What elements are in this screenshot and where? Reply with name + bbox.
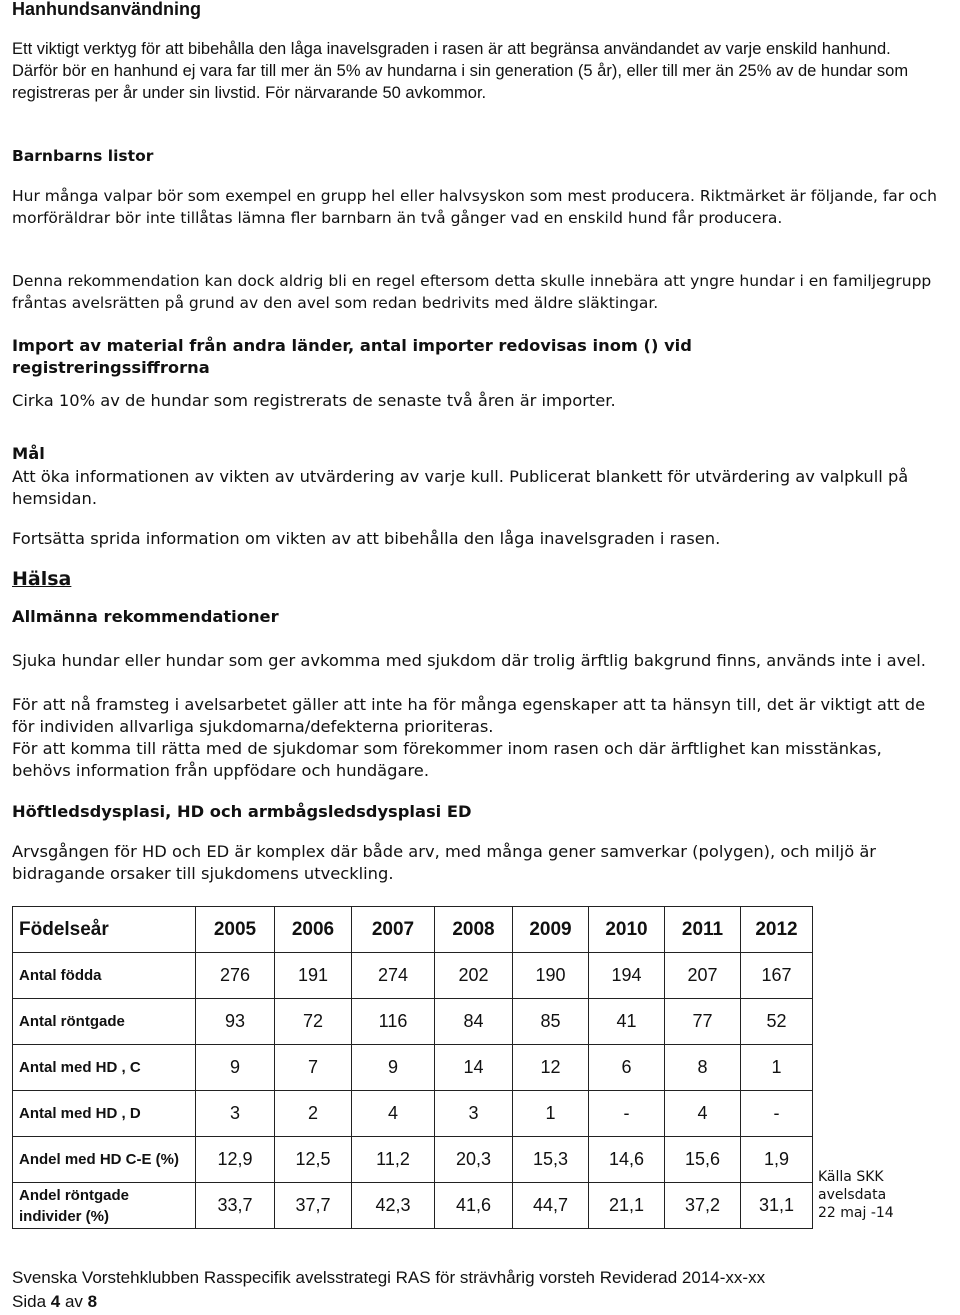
section-title-allmanna: Allmänna rekommendationer	[12, 607, 279, 626]
table-row	[13, 1091, 813, 1137]
paragraph-mal-2: Fortsätta sprida information om vikten av att bibehålla den låga inavelsgraden i rasen.	[12, 529, 721, 548]
section-title-halsa: Hälsa	[12, 568, 72, 590]
paragraph-import: Cirka 10% av de hundar som registrerats de senaste två åren är importer.	[12, 391, 616, 410]
table-cell: 31,1	[741, 1183, 813, 1229]
table-cell: -	[589, 1091, 665, 1137]
table-cell: 21,1	[589, 1183, 665, 1229]
table-cell: -	[741, 1091, 813, 1137]
section-title-hd: Höftledsdysplasi, HD och armbågsledsdysplasi ED	[12, 802, 472, 821]
table-cell: 2006	[275, 907, 352, 953]
table-cell: 2012	[741, 907, 813, 953]
table-cell: 15,6	[665, 1137, 741, 1183]
table-cell: 7	[275, 1045, 352, 1091]
footer-current-page: 4	[50, 1292, 61, 1311]
table-cell: 9	[196, 1045, 275, 1091]
table-cell: 4	[665, 1091, 741, 1137]
table-cell: 42,3	[352, 1183, 435, 1229]
table-row	[13, 1137, 813, 1183]
section-title-mal: Mål	[12, 444, 45, 463]
table-cell: 15,3	[513, 1137, 589, 1183]
section-title-import: Import av material från andra länder, antal importer redovisas inom () vid registreringssiffrorna	[12, 336, 692, 377]
table-cell: 44,7	[513, 1183, 589, 1229]
footer-document-title: Svenska Vorstehklubben Rasspecifik avelsstrategi RAS för strävhårig vorsteh Reviderad 2014-xx-xx	[12, 1268, 766, 1287]
table-cell: 276	[196, 953, 275, 999]
table-row-label: Antal röntgade	[13, 999, 196, 1045]
table-cell: 9	[352, 1045, 435, 1091]
table-cell: 85	[513, 999, 589, 1045]
table-row	[13, 1045, 813, 1091]
table-row-label: Antal med HD , D	[13, 1091, 196, 1137]
source-line-1: Källa SKK	[818, 1169, 884, 1185]
table-cell: 191	[275, 953, 352, 999]
footer-total-pages: 8	[87, 1292, 98, 1311]
paragraph-allmanna-3: För att komma till rätta med de sjukdomar som förekommer inom rasen och där ärftlighet kan misstänkas, behövs information från uppfödare och hundägare.	[12, 739, 882, 780]
table-cell: 194	[589, 953, 665, 999]
table-cell: 12,5	[275, 1137, 352, 1183]
table-cell: 12,9	[196, 1137, 275, 1183]
source-line-3: 22 maj -14	[818, 1205, 894, 1221]
table-cell: 2008	[435, 907, 513, 953]
paragraph-hd: Arvsgången för HD och ED är komplex där både arv, med många gener samverkar (polygen), och miljö är bidragande orsaker till sjukdomens utveckling.	[12, 842, 877, 883]
table-cell: 8	[665, 1045, 741, 1091]
table-cell: 52	[741, 999, 813, 1045]
paragraph-mal-1: Att öka informationen av vikten av utvärdering av varje kull. Publicerat blankett för utvärdering av valpkull på hemsidan.	[12, 467, 909, 508]
footer-sida-label: Sida	[12, 1292, 47, 1311]
table-row-label: Antal födda	[13, 953, 196, 999]
table-cell: 2009	[513, 907, 589, 953]
table-cell: 33,7	[196, 1183, 275, 1229]
table-cell: 77	[665, 999, 741, 1045]
table-cell: 2005	[196, 907, 275, 953]
table-row-label: Födelseår	[13, 907, 196, 953]
table-cell: 2010	[589, 907, 665, 953]
table-cell: 41,6	[435, 1183, 513, 1229]
table-cell: 1	[741, 1045, 813, 1091]
table-cell: 2011	[665, 907, 741, 953]
table-cell: 202	[435, 953, 513, 999]
hd-statistics-table	[12, 906, 813, 1229]
paragraph-barnbarn-2: Denna rekommendation kan dock aldrig bli en regel eftersom detta skulle innebära att yngre hundar i en familjegrupp fråntas avelsrätten på grund av den avel som redan bedrivits med äldre släktingar.	[12, 272, 932, 312]
section-title-barnbarn: Barnbarns listor	[12, 147, 154, 165]
table-cell: 207	[665, 953, 741, 999]
paragraph-barnbarn-1: Hur många valpar bör som exempel en grupp hel eller halvsyskon som mest producera. Riktmärket är följande, far och morföräldrar bör inte tillåtas lämna fler barnbarn än två gånger vad en enskild hund får producera.	[12, 187, 937, 227]
table-cell: 12	[513, 1045, 589, 1091]
table-cell: 41	[589, 999, 665, 1045]
table-cell: 2	[275, 1091, 352, 1137]
table-cell: 3	[196, 1091, 275, 1137]
table-cell: 167	[741, 953, 813, 999]
paragraph-hanhund: Ett viktigt verktyg för att bibehålla den låga inavelsgraden i rasen är att begränsa användandet av varje enskild hanhund. Därför bör en hanhund ej vara far till mer än 5% av hundarna i sin generation (5 år), eller till mer än 25% av de hundar som registreras per år under sin livstid. För närvarande 50 avkommor.	[12, 40, 909, 102]
table-cell: 93	[196, 999, 275, 1045]
table-cell: 14	[435, 1045, 513, 1091]
table-cell: 6	[589, 1045, 665, 1091]
table-row-label: Antal med HD , C	[13, 1045, 196, 1091]
table-cell: 1,9	[741, 1137, 813, 1183]
table-row	[13, 999, 813, 1045]
table-cell: 14,6	[589, 1137, 665, 1183]
table-row-label: Andel med HD C-E (%)	[13, 1137, 196, 1183]
footer-av-label: av	[64, 1292, 83, 1311]
table-cell: 274	[352, 953, 435, 999]
table-cell: 11,2	[352, 1137, 435, 1183]
table-row	[13, 953, 813, 999]
paragraph-allmanna-1: Sjuka hundar eller hundar som ger avkomma med sjukdom där trolig ärftlig bakgrund finns, används inte i avel.	[12, 651, 926, 670]
source-note	[818, 1168, 894, 1222]
source-line-2: avelsdata	[818, 1187, 887, 1203]
table-cell: 116	[352, 999, 435, 1045]
footer-page-number	[12, 1290, 765, 1314]
table-row-label: Andel röntgade individer (%)	[13, 1183, 196, 1229]
section-title-hanhund: Hanhundsanvändning	[12, 0, 201, 19]
table-cell: 37,2	[665, 1183, 741, 1229]
table-cell: 4	[352, 1091, 435, 1137]
table-header-row	[13, 907, 813, 953]
table-cell: 1	[513, 1091, 589, 1137]
table-cell: 37,7	[275, 1183, 352, 1229]
table-cell: 2007	[352, 907, 435, 953]
paragraph-allmanna-2: För att nå framsteg i avelsarbetet gäller att inte ha för många egenskaper att ta hänsyn till, det är viktigt att de för individen allvarliga sjukdomarna/defekterna prioriteras.	[12, 695, 926, 736]
page-footer	[12, 1266, 765, 1314]
table-row	[13, 1183, 813, 1229]
table-cell: 84	[435, 999, 513, 1045]
table-cell: 190	[513, 953, 589, 999]
table-cell: 3	[435, 1091, 513, 1137]
table-cell: 20,3	[435, 1137, 513, 1183]
table-cell: 72	[275, 999, 352, 1045]
